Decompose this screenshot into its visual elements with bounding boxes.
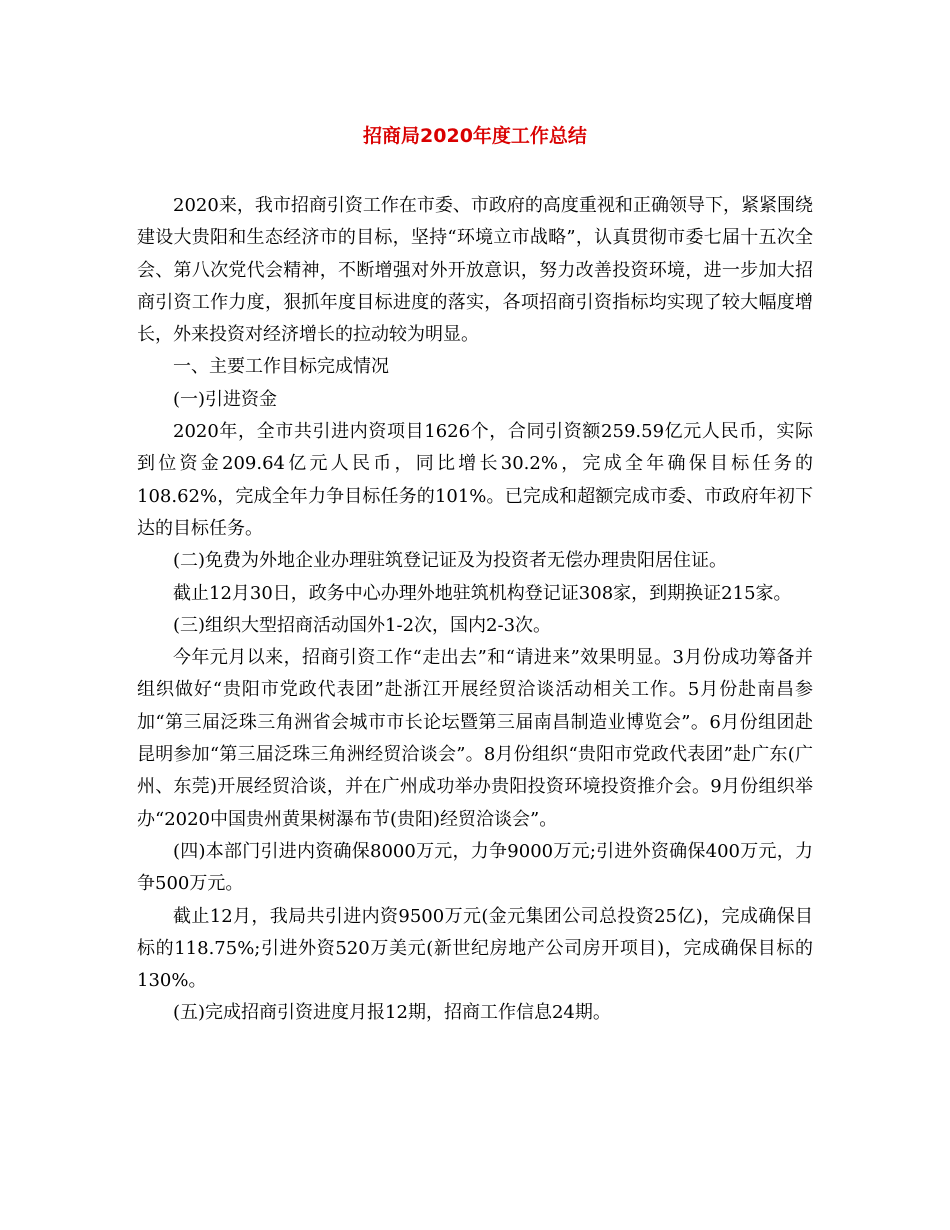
document-title: 招商局2020年度工作总结 <box>363 125 587 147</box>
paragraph-registration-details: 截止12月30日，政务中心办理外地驻筑机构登记证308家，到期换证215家。 <box>173 582 792 604</box>
subsection-heading-department-targets: (四)本部门引进内资确保8000万元，力争9000万元;引进外资确保400万元，力争500万元。 <box>137 840 813 895</box>
subsection-heading-capital: (一)引进资金 <box>173 388 278 410</box>
subsection-heading-reports: (五)完成招商引资进度月报12期，招商工作信息24期。 <box>173 1002 611 1024</box>
paragraph-activities-details: 今年元月以来，招商引资工作“走出去”和“请进来”效果明显。3月份成功筹备并组织做好“贵阳市党政代表团”赴浙江开展经贸洽谈活动相关工作。5月份赴南昌参加“第三届泛珠三角洲省会城市市长论坛暨第三届南昌制造业博览会”。6月份组团赴昆明参加“第三届泛珠三角洲经贸洽谈会”。8月份组织“贵阳市党政代表团”赴广东(广州、东莞)开展经贸洽谈，并在广州成功举办贵阳投资环境投资推介会。9月份组织举办“2020中国贵州黄果树瀑布节(贵阳)经贸洽谈会”。 <box>137 647 813 830</box>
subsection-heading-activities: (三)组织大型招商活动国外1-2次，国内2-3次。 <box>173 614 552 636</box>
paragraph-capital-details: 2020年，全市共引进内资项目1626个，合同引资额259.59亿元人民币，实际到位资金209.64亿元人民币，同比增长30.2%，完成全年确保目标任务的108.62%，完成全年力争目标任务的101%。已完成和超额完成市委、市政府年初下达的目标任务。 <box>137 421 813 539</box>
paragraph-department-results: 截止12月，我局共引进内资9500万元(金元集团公司总投资25亿)，完成确保目标的118.75%;引进外资520万美元(新世纪房地产公司房开项目)，完成确保目标的130%。 <box>137 905 813 992</box>
document-body <box>137 190 813 1030</box>
subsection-heading-registration: (二)免费为外地企业办理驻筑登记证及为投资者无偿办理贵阳居住证。 <box>173 550 728 572</box>
section-heading-main-goals: 一、主要工作目标完成情况 <box>173 356 389 378</box>
paragraph-intro: 2020来，我市招商引资工作在市委、市政府的高度重视和正确领导下，紧紧围绕建设大贵阳和生态经济市的目标，坚持“环境立市战略”，认真贯彻市委七届十五次全会、第八次党代会精神，不断增强对外开放意识，努力改善投资环境，进一步加大招商引资工作力度，狠抓年度目标进度的落实，各项招商引资指标均实现了较大幅度增长，外来投资对经济增长的拉动较为明显。 <box>137 195 813 346</box>
